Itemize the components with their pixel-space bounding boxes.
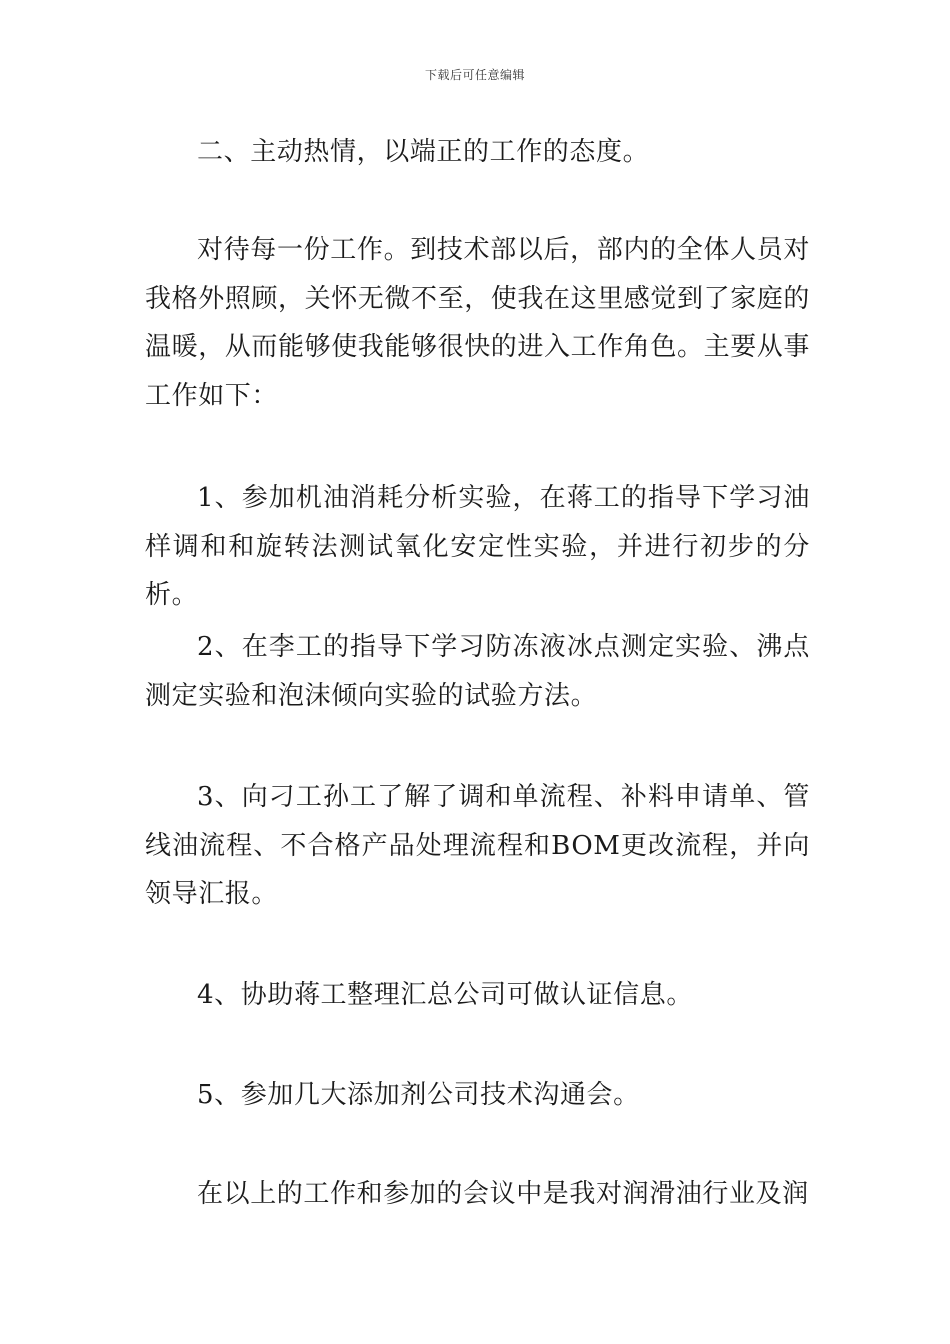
paragraph-section-heading: 二、主动热情，以端正的工作的态度。 [197, 137, 650, 167]
paragraph-conclusion: 在以上的工作和参加的会议中是我对润滑油行业及润 [197, 1179, 809, 1209]
paragraph-intro: 对待每一份工作。到技术部以后，部内的全体人员对我格外照顾，关怀无微不至，使我在这里感觉到了家庭的温暖，从而能够使我能够很快的进入工作角色。主要从事工作如下： [145, 235, 811, 411]
paragraph-item-5: 5、参加几大添加剂公司技术沟通会。 [197, 1080, 640, 1110]
paragraph-item-3: 3、向刁工孙工了解了调和单流程、补料申请单、管线油流程、不合格产品处理流程和BOM更改流程，并向领导汇报。 [145, 782, 810, 909]
paragraph-item-4: 4、协助蒋工整理汇总公司可做认证信息。 [197, 980, 693, 1010]
header-note: 下载后可任意编辑 [424, 68, 525, 82]
paragraph-item-1: 1、参加机油消耗分析实验，在蒋工的指导下学习油样调和和旋转法测试氧化安定性实验，并进行初步的分析。 [145, 483, 810, 610]
paragraph-item-2: 2、在李工的指导下学习防冻液冰点测定实验、沸点测定实验和泡沫倾向实验的试验方法。 [145, 632, 810, 711]
